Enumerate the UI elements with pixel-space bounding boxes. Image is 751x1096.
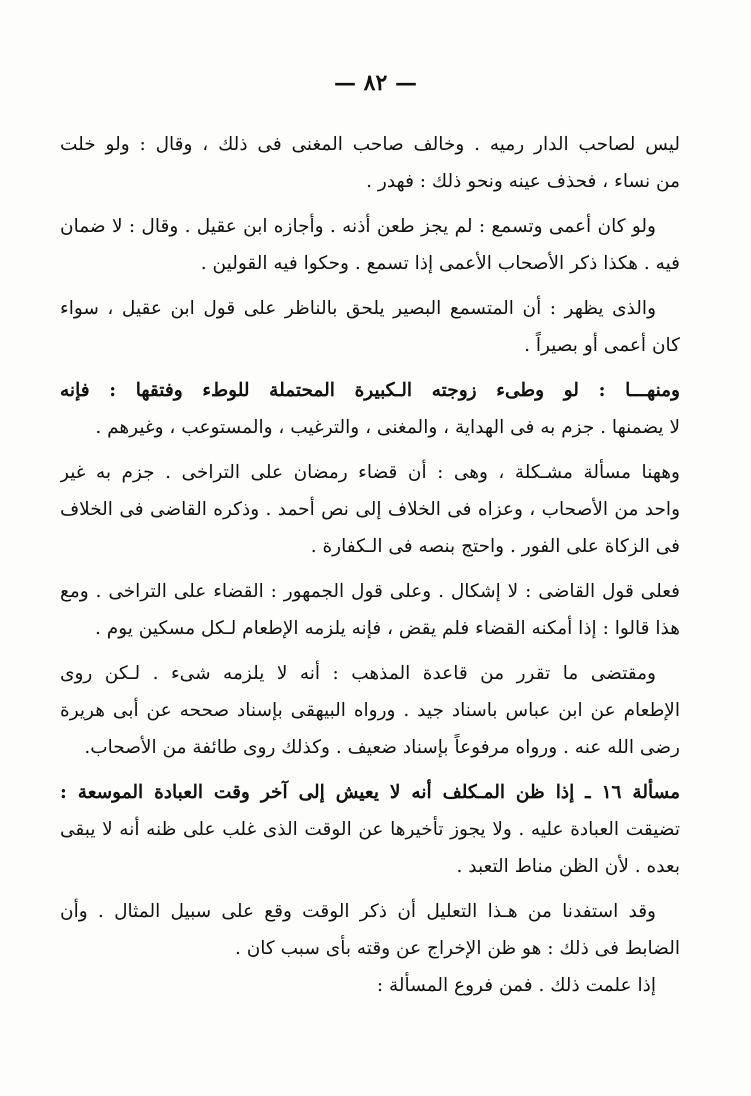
paragraph bbox=[60, 893, 680, 967]
text-line: فعلى قول القاضى : لا إشكال . وعلى قول الجمهور : القضاء على التراخى . ومع bbox=[60, 581, 680, 602]
paragraph bbox=[60, 774, 680, 885]
text-line: فيه . هكذا ذكر الأصحاب الأعمى إذا تسمع . وحكوا فيه القولين . bbox=[200, 253, 680, 274]
text-line: والذى يظهر : أن المتسمع البصير يلحق بالناظر على قول ابن عقيل ، سواء bbox=[60, 298, 656, 319]
paragraph bbox=[60, 573, 680, 647]
text-line: وقد استفدنا من هـذا التعليل أن ذكر الوقت وقع على سبيل المثال . وأن bbox=[60, 901, 656, 922]
paragraph bbox=[60, 655, 680, 766]
paragraph bbox=[60, 126, 680, 200]
text-line: وههنا مسألة مشـكلة ، وهى : أن قضاء رمضان على التراخى . جزم به غير bbox=[60, 462, 680, 483]
text-line: هذا قالوا : إذا أمكنه القضاء فلم يقض ، فإنه يلزمه الإطعام لـكل مسكين يوم . bbox=[95, 618, 680, 639]
text-line: ومنهـــا : لو وطىء زوجته الـكبيرة المحتملة للوطء وفتقها : فإنه bbox=[60, 380, 680, 401]
paragraph bbox=[60, 454, 680, 565]
text-line: الإطعام عن ابن عباس باسناد جيد . ورواه البيهقى بإسناد صححه عن أبى هريرة bbox=[60, 700, 680, 721]
text-line: فى الزكاة على الفور . واحتج بنصه فى الـكفارة . bbox=[310, 536, 680, 557]
text-line: ليس لصاحب الدار رميه . وخالف صاحب المغنى فى ذلك ، وقال : ولو خلت bbox=[60, 134, 680, 155]
text-line: مسألة ١٦ ـ إذا ظن المـكلف أنه لا يعيش إلى آخر وقت العبادة الموسعة : bbox=[60, 782, 680, 803]
text-line: تضيقت العبادة عليه . ولا يجوز تأخيرها عن الوقت الذى غلب على ظنه أنه لا يبقى bbox=[60, 819, 680, 840]
text-line: كان أعمى أو بصيراً . bbox=[524, 335, 680, 356]
paragraph bbox=[60, 290, 680, 364]
page-text-body bbox=[60, 126, 680, 1004]
paragraph bbox=[60, 967, 680, 1004]
text-line: إذا علمت ذلك . فمن فروع المسألة : bbox=[376, 975, 656, 996]
text-line: رضى الله عنه . ورواه مرفوعاً بإسناد ضعيف . وكذلك روى طائفة من الأصحاب. bbox=[84, 737, 680, 758]
text-line: من نساء ، فحذف عينه ونحو ذلك : فهدر . bbox=[366, 171, 680, 192]
text-line: ولو كان أعمى وتسمع : لم يجز طعن أذنه . وأجازه ابن عقيل . وقال : لا ضمان bbox=[60, 216, 656, 237]
text-line: الضابط فى ذلك : هو ظن الإخراج عن وقته بأى سبب كان . bbox=[234, 938, 680, 959]
text-line: بعده . لأن الظن مناط التعبد . bbox=[456, 856, 680, 877]
page-number: — ٨٢ — bbox=[334, 70, 417, 96]
text-line: ومقتضى ما تقرر من قاعدة المذهب : أنه لا يلزمه شىء . لـكن روى bbox=[60, 663, 656, 684]
paragraph bbox=[60, 372, 680, 446]
text-line: واحد من الأصحاب ، وعزاه فى الخلاف إلى نص أحمد . وذكره القاضى فى الخلاف bbox=[60, 499, 680, 520]
text-line: لا يضمنها . جزم به فى الهداية ، والمغنى ، والترغيب ، والمستوعب ، وغيرهم . bbox=[95, 417, 680, 438]
paragraph bbox=[60, 208, 680, 282]
